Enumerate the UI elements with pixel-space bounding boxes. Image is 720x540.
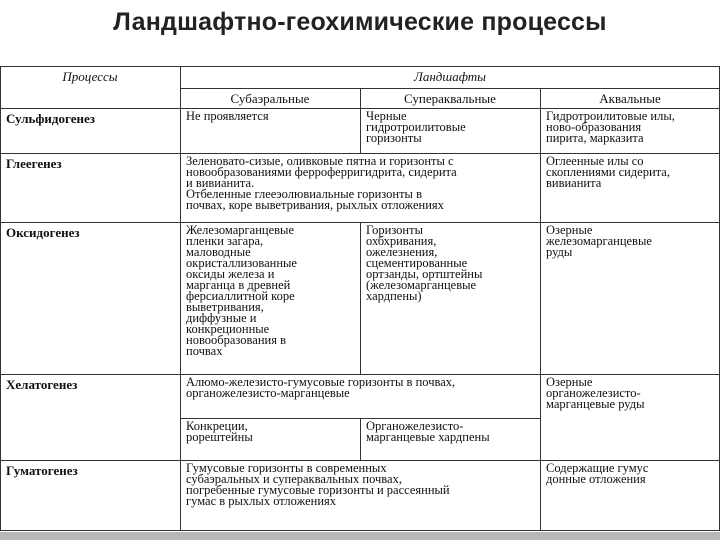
header-subaerial: Субаэральные [230, 92, 310, 106]
cell-subaerial-superaqual: Гумусовые горизонты в современных субаэральных и супераквальных почвах, погребенные гумусовые горизонты и рассеянный гумас в рыхлых отложениях [186, 461, 450, 508]
process-gleyogenesis: Глеегенез [6, 156, 62, 171]
cell-subaerial: Не проявляется [186, 109, 269, 123]
cell-aqual: Оглеенные илы со скоплениями сидерита, вивианита [546, 154, 670, 190]
cell-subaerial-superaqual: Алюмо-железисто-гумусовые горизонты в почвах, органожелезисто-марганцевые [186, 375, 456, 400]
cell-subaerial: Конкреции, рорештейны [186, 419, 253, 444]
process-oxidogenesis: Оксидогенез [6, 225, 80, 240]
process-humatogenesis: Гуматогенез [6, 463, 78, 478]
process-sulfidogenesis: Сульфидогенез [6, 111, 95, 126]
page-title: Ландшафтно-геохимические процессы [113, 8, 607, 36]
bottom-bar [0, 532, 720, 540]
cell-aqual: Озерные железомарганцевые руды [546, 223, 652, 259]
cell-superaqual: Черные гидротроилитовые горизонты [366, 109, 466, 145]
cell-subaerial: Железомарганцевые пленки загара, маловодные окристаллизованные оксиды железа и марганца в древней ферсиаллитной коре выветривания, диффузные и конкреционные новообразования в почвах [186, 223, 297, 358]
table-rule [0, 66, 720, 67]
header-landscapes: Ландшафты [414, 70, 486, 84]
header-aqual: Аквальные [599, 92, 661, 106]
cell-aqual: Содержащие гумус донные отложения [546, 461, 649, 486]
header-processes: Процессы [62, 70, 118, 84]
cell-aqual: Озерные органожелезисто- марганцевые руды [546, 375, 645, 411]
table-rule [0, 530, 720, 531]
cell-superaqual: Горизонты охбхривания, ожелезнения, сцементированные ортзанды, ортштейны (железомарганцевые хардпены) [366, 223, 483, 303]
process-chelatogenesis: Хелатогенез [6, 377, 78, 392]
cell-aqual: Гидротроилитовые илы, ново-образования пирита, марказита [546, 109, 675, 145]
table-rule [180, 88, 720, 89]
cell-subaerial-superaqual: Зеленовато-сизые, оливковые пятна и горизонты с новообразованиями ферроферригидрита, сидерита и вивианита. Отбеленные глееэолювиальные горизонты в почвах, коре выветривания, рыхлых отложениях [186, 154, 457, 212]
header-superaqual: Супераквальные [404, 92, 496, 106]
cell-superaqual: Органожелезисто- марганцевые хардпены [366, 419, 490, 444]
